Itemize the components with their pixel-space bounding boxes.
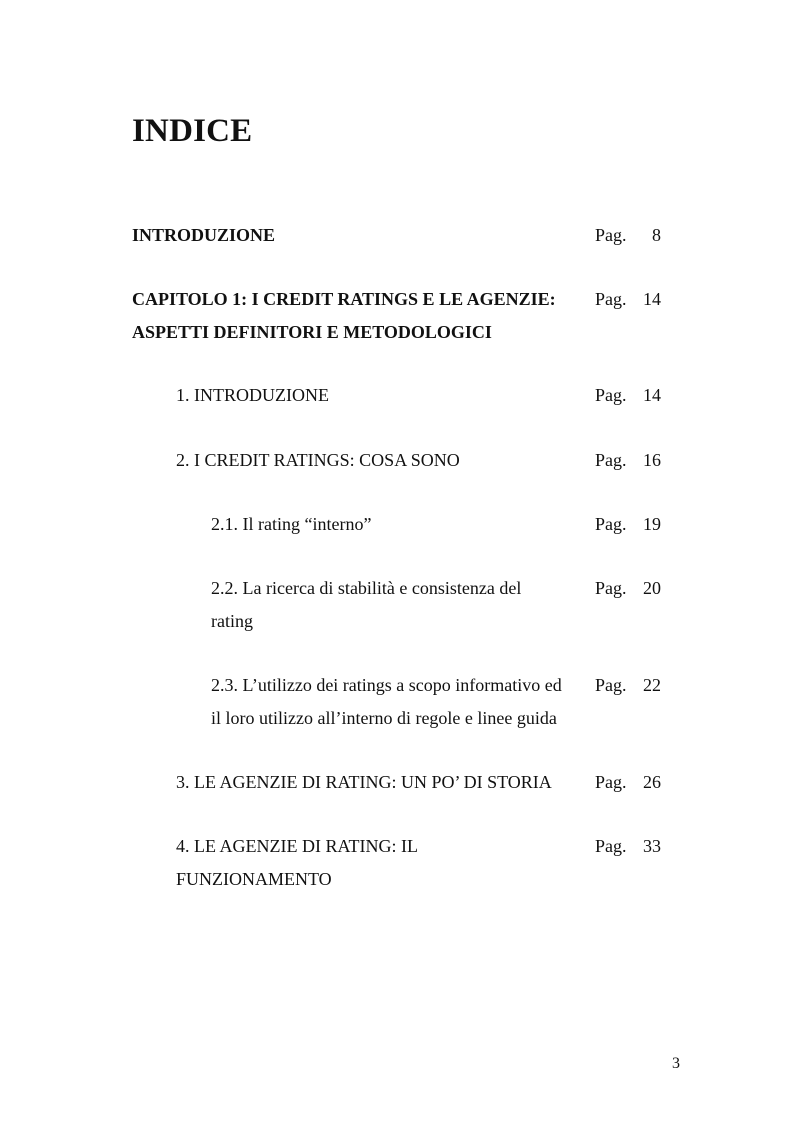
toc-page-number: 26 xyxy=(643,772,661,792)
toc-entry-title-line: 1. INTRODUZIONE xyxy=(176,385,329,405)
toc-entry-title-line: ASPETTI DEFINITORI E METODOLOGICI xyxy=(132,322,492,342)
toc-entry-title xyxy=(176,766,552,799)
toc-page-label: Pag. xyxy=(595,385,627,405)
toc-entry-2-3-utilizzo[interactable] xyxy=(0,669,794,735)
toc-entry-title-line: CAPITOLO 1: I CREDIT RATINGS E LE AGENZIE: xyxy=(132,289,556,309)
toc-entry-title xyxy=(211,508,371,541)
toc-page-number: 8 xyxy=(652,225,661,245)
toc-entry-title xyxy=(211,572,521,638)
toc-entry-title-line: 2.2. La ricerca di stabilità e consistenza del xyxy=(211,578,522,598)
toc-page-number: 14 xyxy=(643,289,661,309)
toc-entry-2-2-stabilita[interactable] xyxy=(0,572,794,638)
toc-entry-title-line: 2.1. Il rating “interno” xyxy=(211,514,372,534)
toc-page-label: Pag. xyxy=(595,772,627,792)
toc-entry-1-introduzione[interactable] xyxy=(0,379,794,412)
toc-entry-title xyxy=(132,219,275,252)
toc-entry-title-line: 4. LE AGENZIE DI RATING: IL xyxy=(176,836,418,856)
toc-entry-3-storia[interactable] xyxy=(0,766,794,799)
toc-entry-title-line: 3. LE AGENZIE DI RATING: UN PO’ DI STORIA xyxy=(176,772,552,792)
toc-entry-title xyxy=(176,444,460,477)
toc-entry-2-credit-ratings[interactable] xyxy=(0,444,794,477)
page-number: 3 xyxy=(672,1055,680,1072)
toc-page-number: 14 xyxy=(643,385,661,405)
toc-page-label: Pag. xyxy=(595,225,627,245)
toc-entry-title-line: 2.3. L’utilizzo dei ratings a scopo informativo ed xyxy=(211,675,562,695)
toc-page-number: 20 xyxy=(643,578,661,598)
toc-page-label: Pag. xyxy=(595,450,627,470)
toc-entry-title xyxy=(176,830,418,896)
toc-entry-title xyxy=(132,283,556,349)
toc-page-number: 16 xyxy=(643,450,661,470)
toc-page-number: 22 xyxy=(643,675,661,695)
page-title: INDICE xyxy=(132,113,253,149)
toc-entry-title xyxy=(176,379,329,412)
toc-entry-4-funzionamento[interactable] xyxy=(0,830,794,896)
toc-page-number: 33 xyxy=(643,836,661,856)
toc-entry-2-1-rating-interno[interactable] xyxy=(0,508,794,541)
toc-page-label: Pag. xyxy=(595,578,627,598)
toc-page-number: 19 xyxy=(643,514,661,534)
toc-page-label: Pag. xyxy=(595,289,627,309)
toc-page-label: Pag. xyxy=(595,514,627,534)
toc-entry-title-line: rating xyxy=(211,611,253,631)
toc-entry-title-line: 2. I CREDIT RATINGS: COSA SONO xyxy=(176,450,460,470)
toc-entry-title xyxy=(211,669,562,735)
toc-entry-introduzione[interactable] xyxy=(0,219,794,252)
toc-entry-title-line: FUNZIONAMENTO xyxy=(176,869,332,889)
toc-entry-title-line: INTRODUZIONE xyxy=(132,225,276,245)
toc-page-label: Pag. xyxy=(595,836,627,856)
toc-entry-title-line: il loro utilizzo all’interno di regole e linee guida xyxy=(211,708,557,728)
toc-page-label: Pag. xyxy=(595,675,627,695)
toc-entry-capitolo-1[interactable] xyxy=(0,283,794,349)
